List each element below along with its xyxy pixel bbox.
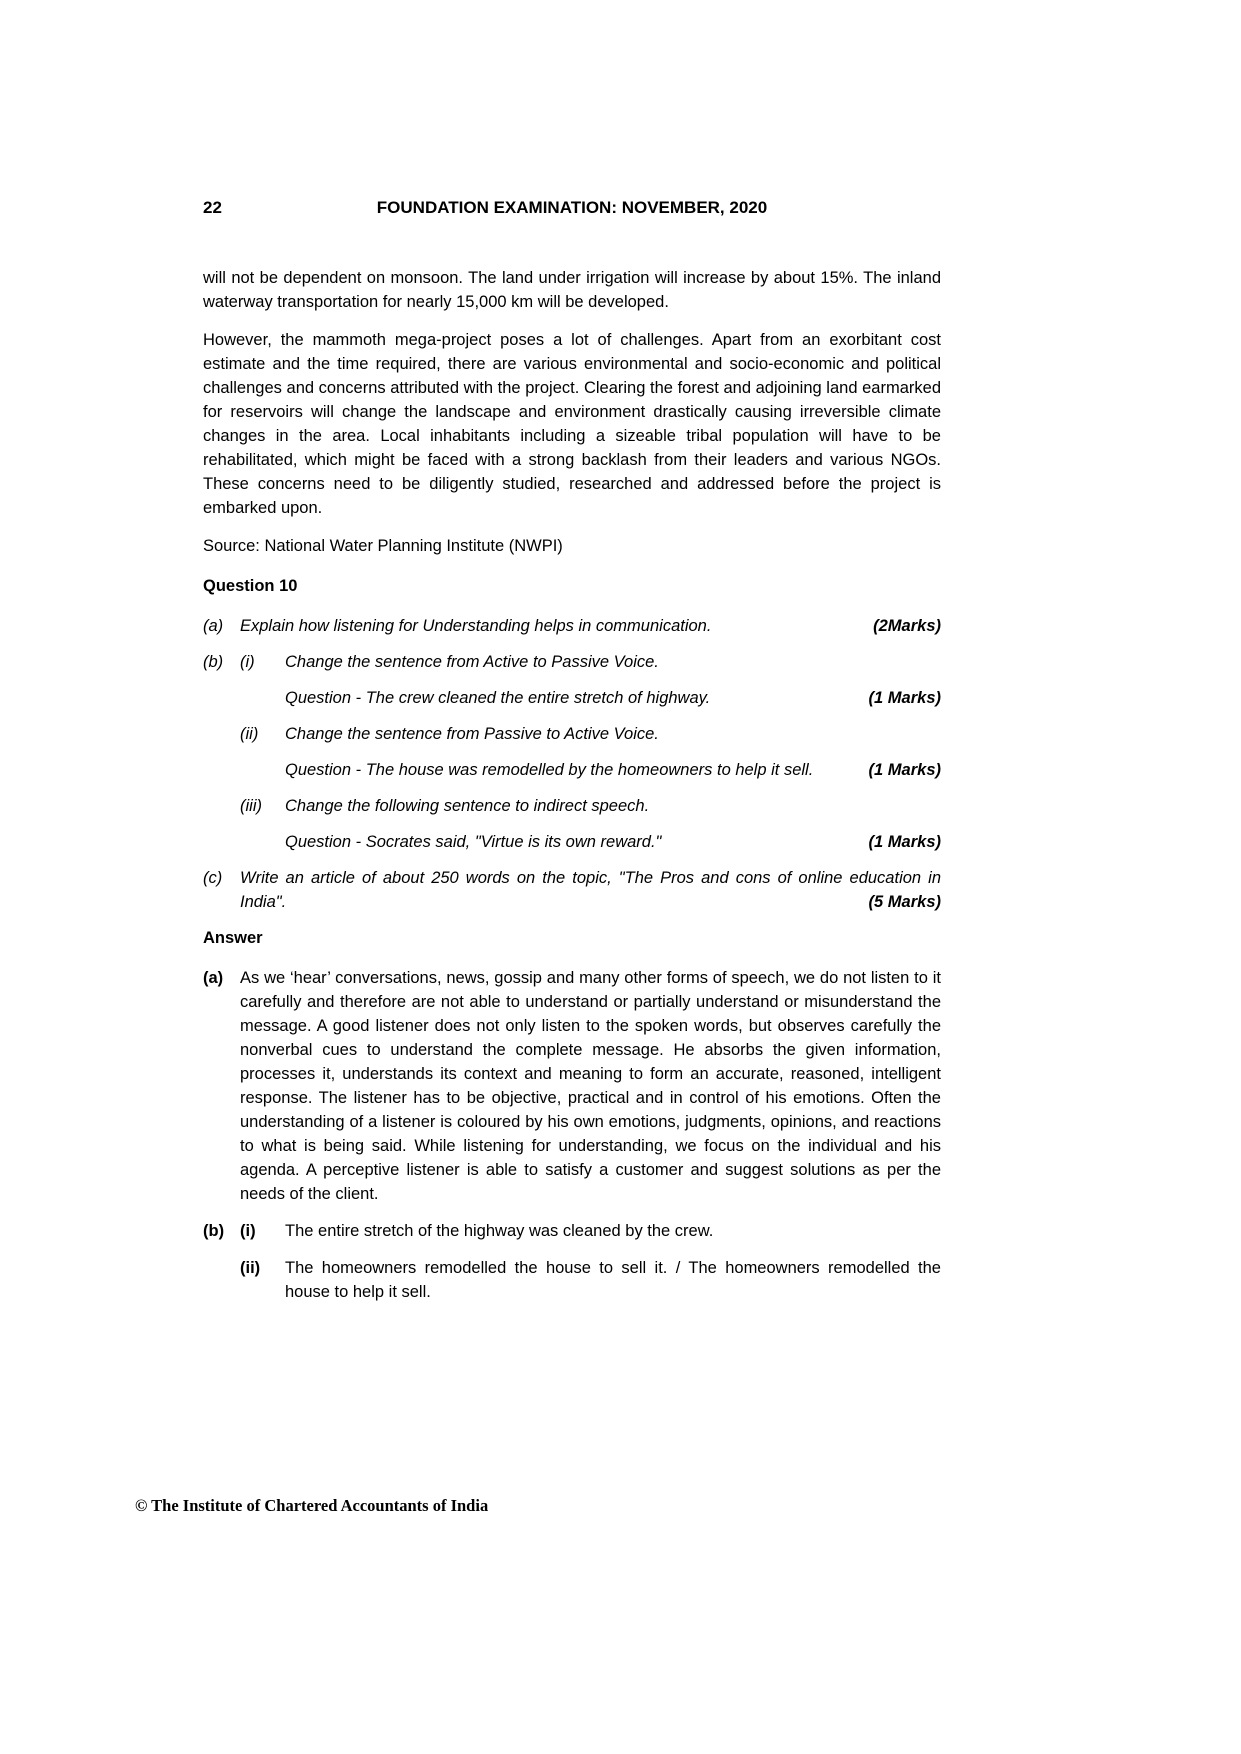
item-label: (b) <box>203 653 224 671</box>
page-number: 22 <box>203 198 222 217</box>
question-item-b-iii-question <box>203 830 941 854</box>
page-title: FOUNDATION EXAMINATION: NOVEMBER, 2020 <box>376 198 768 217</box>
question-item-b-ii <box>203 722 941 746</box>
question-item-a <box>203 614 941 638</box>
question-item-b-i-question <box>203 686 941 710</box>
item-label: (a) <box>203 969 224 987</box>
question-item-c <box>203 866 941 914</box>
item-text: The homeowners remodelled the house to sell it. / The homeowners remodelled the house to help it sell. <box>285 1259 941 1301</box>
question-item-b-i <box>203 650 941 674</box>
question-item-b-iii <box>203 794 941 818</box>
item-text: Question - Socrates said, "Virtue is its own reward." <box>285 833 662 851</box>
question-item-b-ii-question <box>203 758 941 782</box>
item-text: As we ‘hear’ conversations, news, gossip and many other forms of speech, we do not listen to it carefully and therefore are not able to understand or partially understand or misunderstand the message. A good listener does not only listen to the spoken words, but observes carefully the nonverbal cues to understand the complete message. He absorbs the given information, processes it, understands its context and meaning to form an accurate, reasoned, intelligent response. The listener has to be objective, practical and in control of his emotions. Often the understanding of a listener is coloured by his own emotions, judgments, opinions, and reactions to what is being said. While listening for understanding, we focus on the individual and his agenda. A perceptive listener is able to satisfy a customer and suggest solutions as per the needs of the client. <box>240 969 941 1203</box>
question-heading: Question 10 <box>203 577 298 595</box>
marks-badge: (5 Marks) <box>868 893 941 911</box>
item-text: Write an article of about 250 words on the topic, "The Pros and cons of online education in India". <box>240 869 941 911</box>
passage-source: Source: National Water Planning Institute (NWPI) <box>203 537 563 555</box>
item-text: Change the following sentence to indirect speech. <box>285 797 650 815</box>
page-header <box>203 196 941 220</box>
item-label: (b) <box>203 1222 225 1240</box>
answer-item-b-i <box>203 1219 941 1243</box>
marks-badge: (1 Marks) <box>868 761 941 779</box>
item-text: Change the sentence from Passive to Active Voice. <box>285 725 659 743</box>
item-label: (c) <box>203 869 223 887</box>
sub-item-label: (ii) <box>240 725 259 743</box>
sub-item-label: (i) <box>240 653 255 671</box>
item-label: (a) <box>203 617 224 635</box>
item-text: The entire stretch of the highway was cleaned by the crew. <box>285 1222 714 1240</box>
marks-badge: (2Marks) <box>873 617 941 635</box>
marks-badge: (1 Marks) <box>868 689 941 707</box>
document-page <box>203 196 941 1316</box>
item-text: Change the sentence from Active to Passive Voice. <box>285 653 659 671</box>
passage-paragraph-1: will not be dependent on monsoon. The land under irrigation will increase by about 15%. The inland waterway transportation for nearly 15,000 km will be developed. <box>203 269 941 311</box>
answer-item-b-ii <box>203 1256 941 1304</box>
item-text: Explain how listening for Understanding helps in communication. <box>240 617 712 635</box>
answer-heading: Answer <box>203 929 263 947</box>
sub-item-label: (i) <box>240 1222 256 1240</box>
passage-paragraph-2: However, the mammoth mega-project poses a lot of challenges. Apart from an exorbitant cost estimate and the time required, there are various environmental and socio-economic and political challenges and concerns attributed with the project. Clearing the forest and adjoining land earmarked for reservoirs will change the landscape and environment drastically causing irreversible climate changes in the area. Local inhabitants including a sizeable tribal population will have to be rehabilitated, which might be faced with a strong backlash from their leaders and various NGOs. These concerns need to be diligently studied, researched and addressed before the project is embarked upon. <box>203 331 941 517</box>
sub-item-label: (ii) <box>240 1259 261 1277</box>
item-text: Question - The crew cleaned the entire stretch of highway. <box>285 689 711 707</box>
answer-item-a <box>203 966 941 1206</box>
marks-badge: (1 Marks) <box>868 833 941 851</box>
page-footer: © The Institute of Chartered Accountants of India <box>135 1496 489 1515</box>
sub-item-label: (iii) <box>240 797 262 815</box>
item-text: Question - The house was remodelled by the homeowners to help it sell. <box>285 761 814 779</box>
